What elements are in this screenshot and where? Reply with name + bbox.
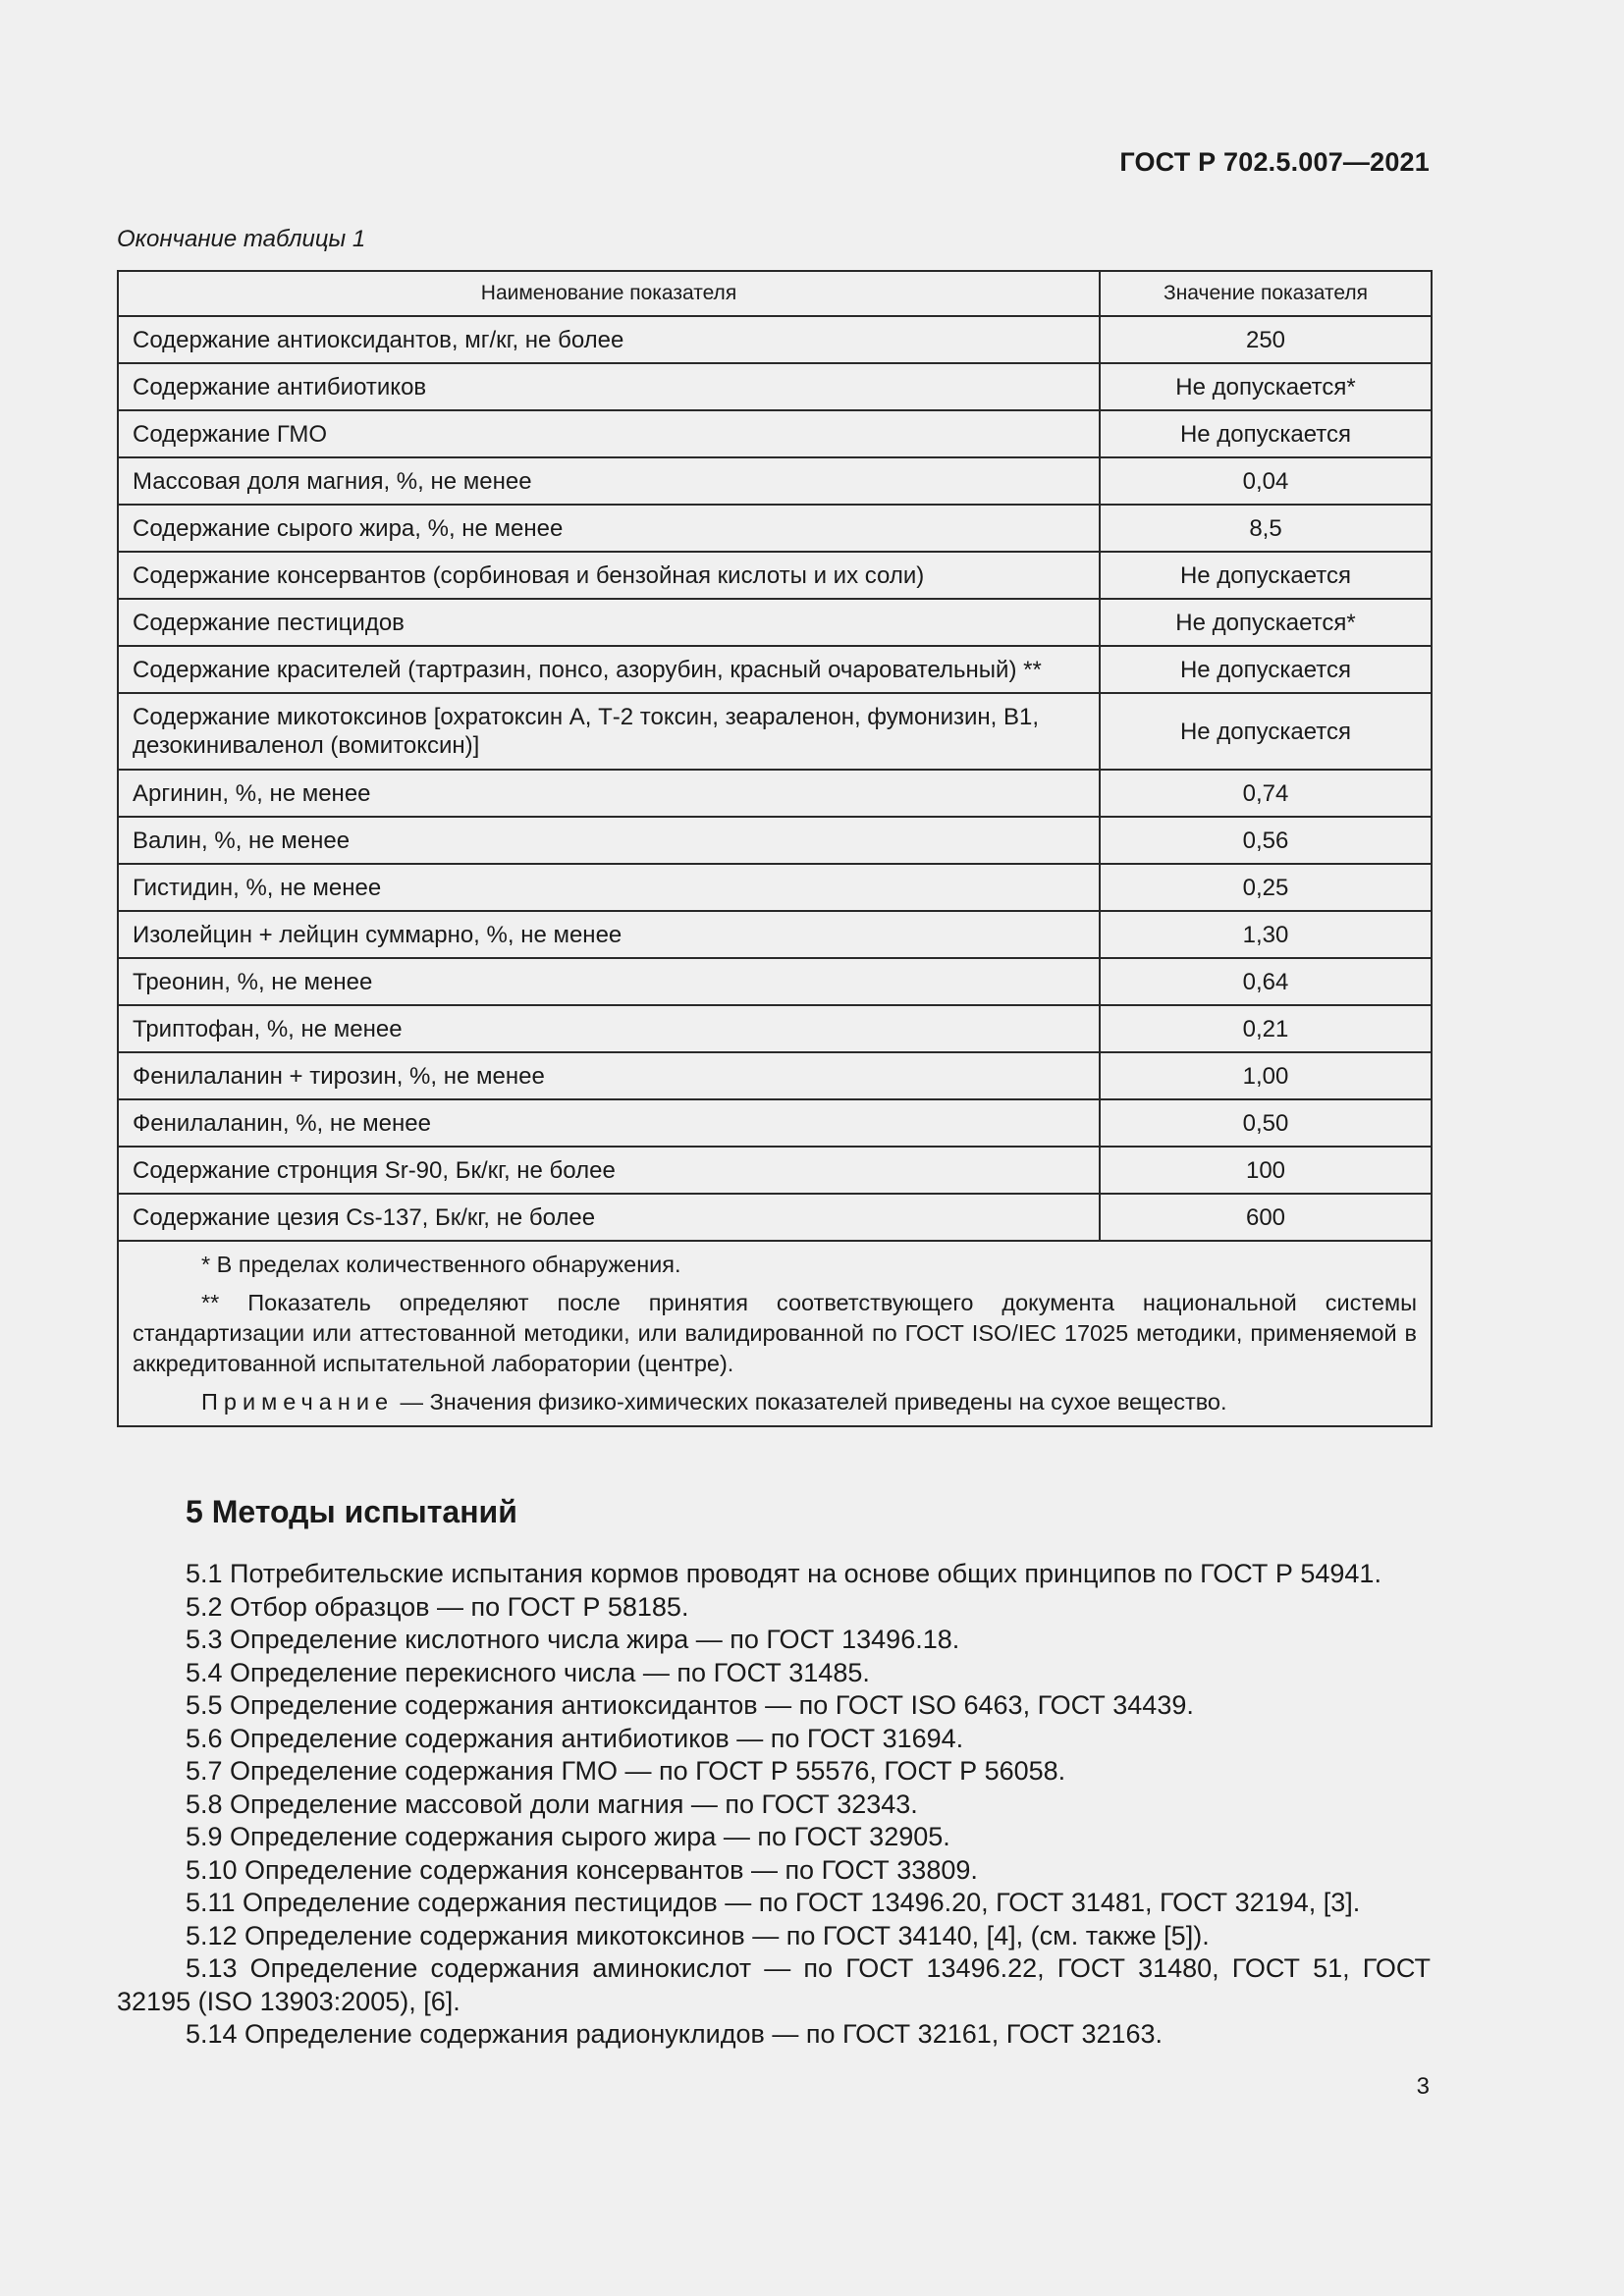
indicator-name: Содержание консервантов (сорбиновая и бензойная кислоты и их соли) bbox=[118, 552, 1100, 599]
indicator-name: Содержание микотоксинов [охратоксин А, Т-2 токсин, зеараленон, фумонизин, В1, дезокиниваленол (вомитоксин)] bbox=[118, 693, 1100, 770]
indicator-name: Содержание антиоксидантов, мг/кг, не более bbox=[118, 316, 1100, 363]
method-item: 5.9 Определение содержания сырого жира — по ГОСТ 32905. bbox=[186, 1822, 950, 1851]
indicator-value: 1,00 bbox=[1100, 1052, 1432, 1099]
section-heading: 5 Методы испытаний bbox=[186, 1494, 517, 1529]
page-number: 3 bbox=[1416, 2073, 1430, 2100]
indicator-value: 0,25 bbox=[1100, 864, 1432, 911]
indicator-name: Содержание антибиотиков bbox=[118, 363, 1100, 410]
indicator-value: 0,56 bbox=[1100, 817, 1432, 864]
table-row bbox=[118, 552, 1432, 599]
indicator-name: Фенилаланин + тирозин, %, не менее bbox=[118, 1052, 1100, 1099]
indicator-value: Не допускается bbox=[1100, 693, 1432, 770]
column-header-name: Наименование показателя bbox=[118, 271, 1100, 316]
table-row bbox=[118, 864, 1432, 911]
method-item: 5.5 Определение содержания антиоксидантов — по ГОСТ ISO 6463, ГОСТ 34439. bbox=[186, 1690, 1194, 1720]
table-row bbox=[118, 316, 1432, 363]
method-item: 5.13 Определение содержания аминокислот — по ГОСТ 13496.22, ГОСТ 31480, ГОСТ 51, ГОСТ 32195 (ISO 13903:2005), [6]. bbox=[117, 1953, 1431, 2016]
note-text: — Значения физико-химических показателей приведены на сухое вещество. bbox=[394, 1389, 1227, 1415]
note-label: Примечание bbox=[201, 1389, 395, 1415]
indicator-value: 100 bbox=[1100, 1147, 1432, 1194]
indicator-value: 0,74 bbox=[1100, 770, 1432, 817]
column-header-value: Значение показателя bbox=[1100, 271, 1432, 316]
indicator-value: Не допускается* bbox=[1100, 599, 1432, 646]
indicator-name: Содержание ГМО bbox=[118, 410, 1100, 457]
method-item: 5.4 Определение перекисного числа — по ГОСТ 31485. bbox=[186, 1657, 870, 1687]
document-code: ГОСТ Р 702.5.007—2021 bbox=[1119, 147, 1430, 177]
table-row bbox=[118, 599, 1432, 646]
method-item: 5.8 Определение массовой доли магния — по ГОСТ 32343. bbox=[186, 1789, 918, 1819]
table-row bbox=[118, 958, 1432, 1005]
table-row bbox=[118, 505, 1432, 552]
table-footnotes bbox=[118, 1241, 1432, 1426]
table-row bbox=[118, 646, 1432, 693]
table-row bbox=[118, 911, 1432, 958]
indicator-name: Содержание цезия Cs-137, Бк/кг, не более bbox=[118, 1194, 1100, 1241]
methods-list bbox=[117, 1558, 1431, 2052]
method-item: 5.7 Определение содержания ГМО — по ГОСТ Р 55576, ГОСТ Р 56058. bbox=[186, 1756, 1066, 1786]
table-row bbox=[118, 1147, 1432, 1194]
method-item: 5.11 Определение содержания пестицидов — по ГОСТ 13496.20, ГОСТ 31481, ГОСТ 32194, [3]. bbox=[186, 1888, 1361, 1917]
table-row bbox=[118, 1099, 1432, 1147]
indicator-value: 1,30 bbox=[1100, 911, 1432, 958]
table-caption: Окончание таблицы 1 bbox=[117, 226, 366, 252]
method-item: 5.3 Определение кислотного числа жира — по ГОСТ 13496.18. bbox=[186, 1625, 960, 1654]
indicator-name: Массовая доля магния, %, не менее bbox=[118, 457, 1100, 505]
indicator-value: Не допускается* bbox=[1100, 363, 1432, 410]
method-item: 5.6 Определение содержания антибиотиков — по ГОСТ 31694. bbox=[186, 1723, 964, 1753]
method-item: 5.1 Потребительские испытания кормов проводят на основе общих принципов по ГОСТ Р 54941. bbox=[186, 1559, 1381, 1588]
method-item: 5.12 Определение содержания микотоксинов — по ГОСТ 34140, [4], (см. также [5]). bbox=[186, 1920, 1210, 1950]
footnote-single-star: * В пределах количественного обнаружения. bbox=[201, 1252, 681, 1277]
indicator-name: Содержание стронция Sr-90, Бк/кг, не более bbox=[118, 1147, 1100, 1194]
table-row bbox=[118, 1005, 1432, 1052]
table-header-row bbox=[118, 271, 1432, 316]
table-footnotes-row bbox=[118, 1241, 1432, 1426]
table-row bbox=[118, 817, 1432, 864]
indicator-name: Фенилаланин, %, не менее bbox=[118, 1099, 1100, 1147]
indicator-name: Гистидин, %, не менее bbox=[118, 864, 1100, 911]
indicator-value: 0,21 bbox=[1100, 1005, 1432, 1052]
indicator-value: Не допускается bbox=[1100, 552, 1432, 599]
indicator-name: Валин, %, не менее bbox=[118, 817, 1100, 864]
table-row bbox=[118, 770, 1432, 817]
indicator-value: Не допускается bbox=[1100, 646, 1432, 693]
method-item: 5.10 Определение содержания консервантов — по ГОСТ 33809. bbox=[186, 1854, 978, 1885]
table-row bbox=[118, 1194, 1432, 1241]
indicator-name: Треонин, %, не менее bbox=[118, 958, 1100, 1005]
method-item: 5.2 Отбор образцов — по ГОСТ Р 58185. bbox=[186, 1591, 689, 1622]
table-row bbox=[118, 1052, 1432, 1099]
indicator-name: Содержание сырого жира, %, не менее bbox=[118, 505, 1100, 552]
indicators-table bbox=[117, 270, 1433, 1427]
indicator-value: 0,50 bbox=[1100, 1099, 1432, 1147]
indicator-value: 600 bbox=[1100, 1194, 1432, 1241]
table-row bbox=[118, 457, 1432, 505]
table-row bbox=[118, 410, 1432, 457]
indicator-value: Не допускается bbox=[1100, 410, 1432, 457]
indicator-name: Содержание пестицидов bbox=[118, 599, 1100, 646]
footnote-double-star: ** Показатель определяют после принятия соответствующего документа национальной системы стандартизации или аттестованной методики, или валидированной по ГОСТ ISO/IEC 17025 методики, применяемой в аккредитованной испытательной лаборатории (центре). bbox=[133, 1290, 1417, 1376]
indicator-name: Содержание красителей (тартразин, понсо, азорубин, красный очаровательный) ** bbox=[118, 646, 1100, 693]
indicator-name: Триптофан, %, не менее bbox=[118, 1005, 1100, 1052]
indicator-value: 250 bbox=[1100, 316, 1432, 363]
table-row bbox=[118, 363, 1432, 410]
indicator-name: Аргинин, %, не менее bbox=[118, 770, 1100, 817]
indicator-value: 0,04 bbox=[1100, 457, 1432, 505]
table-row bbox=[118, 693, 1432, 770]
method-item: 5.14 Определение содержания радионуклидов — по ГОСТ 32161, ГОСТ 32163. bbox=[186, 2019, 1164, 2049]
indicator-value: 0,64 bbox=[1100, 958, 1432, 1005]
indicator-value: 8,5 bbox=[1100, 505, 1432, 552]
indicator-name: Изолейцин + лейцин суммарно, %, не менее bbox=[118, 911, 1100, 958]
table-note bbox=[133, 1387, 1417, 1417]
